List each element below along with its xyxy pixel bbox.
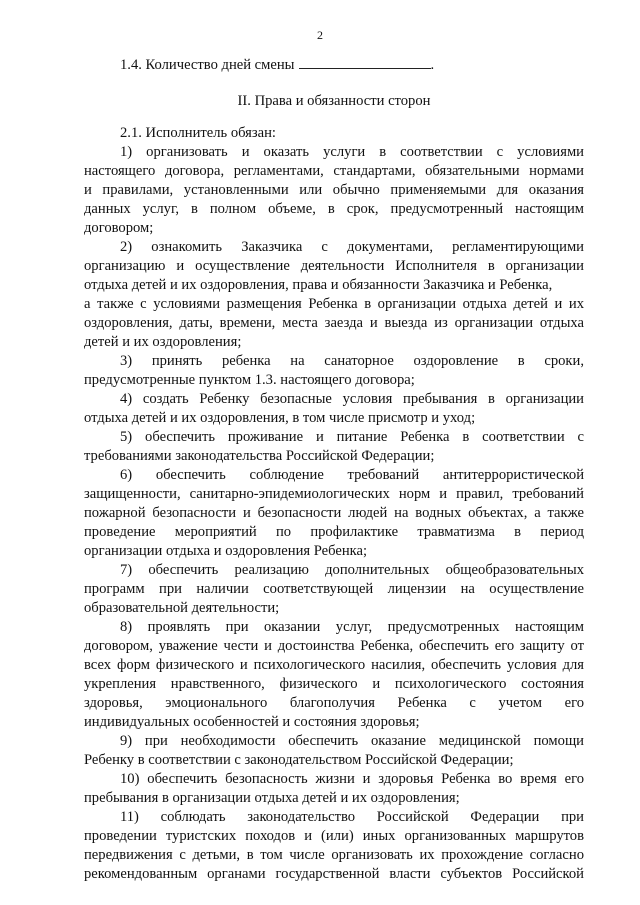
doc-line: данных услуг, в полном объеме, в срок, предусмотренный настоящим	[84, 201, 584, 217]
doc-line: отдыха детей и их оздоровления, права и обязанности Заказчика и Ребенка,	[84, 277, 553, 293]
doc-line: договором, уважение чести и достоинства Ребенка, обеспечить его защиту от	[84, 638, 584, 654]
doc-line: программ при наличии соответствующей лицензии на осуществление	[84, 581, 584, 597]
doc-line: 2.1. Исполнитель обязан:	[120, 125, 276, 141]
doc-line: 6) обеспечить соблюдение требований антитеррористической	[120, 467, 584, 483]
doc-line: 10) обеспечить безопасность жизни и здоровья Ребенка во время его	[120, 771, 584, 787]
item-1-4-text: 1.4. Количество дней смены	[120, 57, 295, 73]
blank-field	[299, 55, 431, 69]
doc-line: здоровья, эмоционального благополучия Ребенка с учетом его	[84, 695, 584, 711]
doc-line: настоящего договора, регламентами, стандартами, обязательными нормами	[84, 163, 584, 179]
doc-line: договором;	[84, 220, 154, 236]
doc-line: 2) ознакомить Заказчика с документами, регламентирующими	[120, 239, 584, 255]
doc-line: укрепления нравственного, физического и психологического состояния	[84, 676, 584, 692]
doc-line: оздоровления, даты, времени, места заезда и выезда из организации отдыха	[84, 315, 584, 331]
doc-line: пожарной безопасности и безопасности людей на водных объектах, а также	[84, 505, 584, 521]
doc-line: 7) обеспечить реализацию дополнительных общеобразовательных	[120, 562, 584, 578]
doc-line: индивидуальных особенностей и состояния здоровья;	[84, 714, 420, 730]
doc-line: 8) проявлять при оказании услуг, предусмотренных настоящим	[120, 619, 584, 635]
doc-line: предусмотренные пунктом 1.3. настоящего договора;	[84, 372, 415, 388]
doc-line: проведении туристских походов и (или) иных организованных маршрутов	[84, 828, 584, 844]
doc-line: а также с условиями размещения Ребенка в организации отдыха детей и их	[84, 296, 584, 312]
doc-line: рекомендованным органами государственной власти субъектов Российской	[84, 866, 584, 882]
doc-line: 4) создать Ребенку безопасные условия пребывания в организации	[120, 391, 584, 407]
doc-line: всех форм физического и психологического насилия, обеспечить условия для	[84, 657, 584, 673]
doc-line: Ребенку в соответствии с законодательством Российской Федерации;	[84, 752, 514, 768]
doc-line: 9) при необходимости обеспечить оказание медицинской помощи	[120, 733, 584, 749]
doc-line: организации отдыха и оздоровления Ребенка;	[84, 543, 368, 559]
section-title: II. Права и обязанности сторон	[237, 93, 431, 109]
doc-line: образовательной деятельности;	[84, 600, 280, 616]
doc-line: пребывания в организации отдыха детей и их оздоровления;	[84, 790, 460, 806]
doc-line: требованиями законодательства Российской Федерации;	[84, 448, 435, 464]
doc-line: 3) принять ребенка на санаторное оздоровление в сроки,	[120, 353, 584, 369]
doc-line: 5) обеспечить проживание и питание Ребенка в соответствии с	[120, 429, 584, 445]
page-number: 2	[317, 28, 323, 42]
doc-line: и правилами, установленными или обычно применяемыми для оказания	[84, 182, 584, 198]
doc-line: защищенности, санитарно-эпидемиологических норм и правил, требований	[84, 486, 584, 502]
doc-line: организацию и осуществление деятельности Исполнителя в организации	[84, 258, 584, 274]
doc-line: детей и их оздоровления;	[84, 334, 242, 350]
doc-line: отдыха детей и их оздоровления, в том числе присмотр и уход;	[84, 410, 476, 426]
doc-line: 11) соблюдать законодательство Российской Федерации при	[120, 809, 584, 825]
doc-line: 1) организовать и оказать услуги в соответствии с условиями	[120, 144, 584, 160]
item-1-4-suffix: .	[430, 57, 435, 73]
doc-line: передвижения с детьми, в том числе организовать их прохождение согласно	[84, 847, 584, 863]
doc-line: проведение мероприятий по профилактике травматизма в период	[84, 524, 584, 540]
item-1-4	[84, 55, 584, 75]
